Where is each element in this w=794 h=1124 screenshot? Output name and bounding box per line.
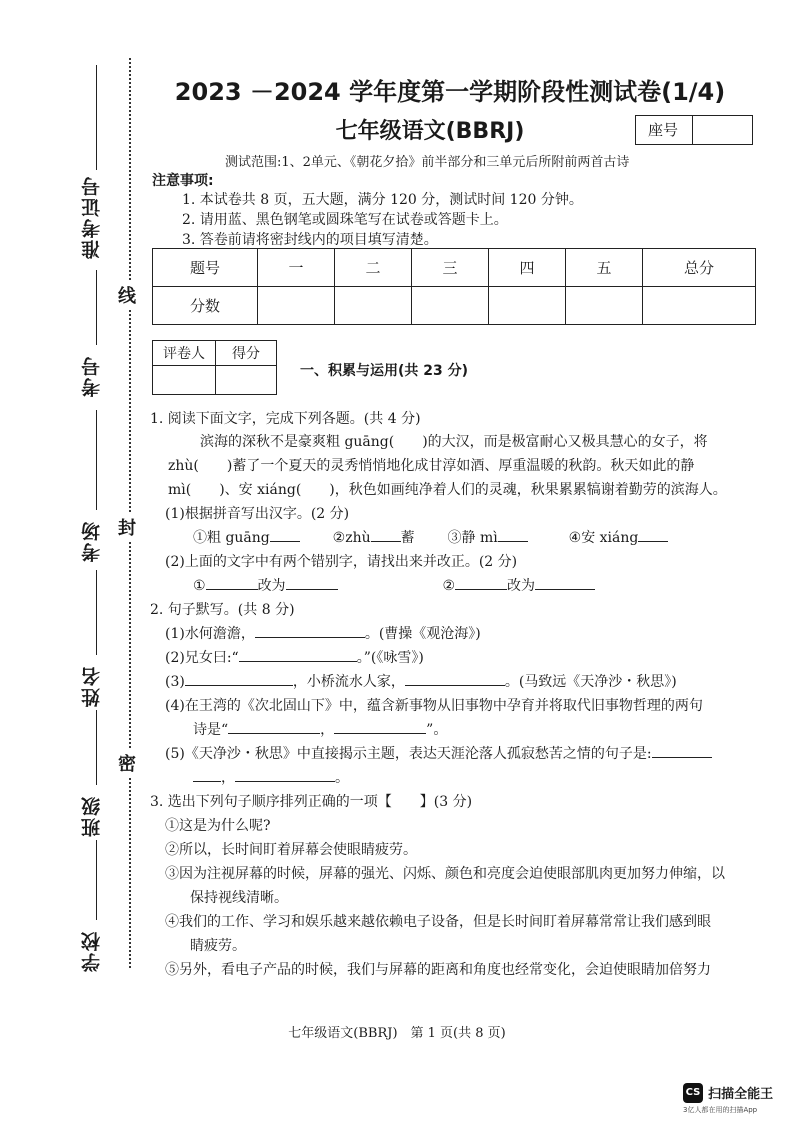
pinyin-item: ②zhù — [332, 530, 371, 546]
camscanner-logo-icon: CS — [683, 1083, 703, 1103]
score-cell[interactable] — [643, 287, 756, 325]
q2-text: ， — [320, 722, 335, 738]
score-cell[interactable] — [335, 287, 412, 325]
q3-item-5: ⑤另外，看电子产品的时候，我们与屏幕的距离和角度也经常变化，会迫使眼睛加倍努力 — [165, 962, 711, 978]
q3-stem: 3. 选出下列句子顺序排列正确的一项【 】(3 分) — [150, 794, 473, 810]
q1-passage-line-2: zhù( )蓄了一个夏天的灵秀悄悄地化成甘淳如酒、厚重温暖的秋韵。秋天如此的静 — [168, 458, 695, 474]
seal-char-seal: 封 — [118, 512, 136, 542]
label-exam-room: 考场 — [81, 520, 103, 562]
q3-item-1: ①这是为什么呢? — [165, 818, 271, 834]
q3-item-4: ④我们的工作、学习和娱乐越来越依赖电子设备，但是长时间盯着屏幕常常让我们感到眼 — [165, 914, 711, 930]
score-cell[interactable] — [412, 287, 489, 325]
score-cell[interactable] — [258, 287, 335, 325]
q2-text: ， — [221, 770, 235, 786]
exam-subtitle: 七年级语文(BBRJ) — [335, 119, 525, 144]
answer-blank[interactable] — [270, 527, 300, 542]
q2-text: (5)《天净沙・秋思》中直接揭示主题，表达天涯沦落人孤寂愁苦之情的句子是: — [165, 746, 652, 762]
q1-sub-1-items — [193, 527, 668, 547]
label-name: 姓名 — [81, 665, 103, 707]
q2-line-2 — [165, 647, 424, 667]
q1-stem: 1. 阅读下面文字，完成下列各题。(共 4 分) — [150, 411, 421, 427]
score-cell[interactable] — [566, 287, 643, 325]
change-label: 改为 — [507, 578, 536, 594]
answer-blank[interactable] — [638, 527, 668, 542]
score-header: 题号 — [153, 249, 258, 287]
q2-line-4b — [193, 719, 447, 739]
seat-label: 座号 — [636, 116, 693, 144]
q2-text: (1)水何澹澹， — [165, 626, 255, 642]
score-row-label: 分数 — [153, 287, 258, 325]
pinyin-item: ③静 mì — [447, 530, 498, 546]
q2-text: 诗是“ — [193, 722, 229, 738]
answer-blank[interactable] — [652, 743, 712, 758]
q2-text: (3) — [165, 674, 185, 690]
seat-number-box — [635, 115, 753, 145]
blank-class — [96, 840, 97, 920]
notice-item-2: 2. 请用蓝、黑色钢笔或圆珠笔写在试卷或答题卡上。 — [182, 212, 508, 228]
q1-passage-line-3: mì( )、安 xiáng( )，秋色如画纯净着人们的灵魂，秋果累累犒谢着勤劳的滨海人。 — [168, 482, 727, 498]
q1-passage-line-1: 滨海的深秋不是豪爽粗 guāng( )的大汉，而是极富耐心又极具慧心的女子，将 — [200, 434, 708, 450]
change-label: 改为 — [257, 578, 286, 594]
label-exam-id: 准考证号 — [81, 175, 103, 259]
answer-blank[interactable] — [185, 671, 293, 686]
q2-line-5b — [193, 767, 349, 787]
section-1-title: 一、积累与运用(共 23 分) — [300, 363, 469, 379]
answer-blank[interactable] — [455, 575, 507, 590]
page-footer: 七年级语文(BBRJ) 第 1 页(共 8 页) — [288, 1026, 506, 1041]
answer-index: ① — [193, 578, 206, 594]
score-header: 一 — [258, 249, 335, 287]
score-cell[interactable] — [489, 287, 566, 325]
label-class: 班级 — [81, 795, 103, 837]
answer-blank[interactable] — [255, 623, 365, 638]
answer-blank[interactable] — [228, 719, 320, 734]
test-scope: 测试范围:1、2单元、《朝花夕拾》前半部分和三单元后所附前两首古诗 — [225, 155, 630, 170]
blank-exam-room — [96, 570, 97, 655]
blank-exam-id-2 — [96, 270, 97, 345]
scanner-watermark — [683, 1082, 773, 1115]
answer-blank[interactable] — [535, 575, 595, 590]
seal-char-secret: 密 — [118, 748, 136, 778]
notice-heading: 注意事项: — [152, 173, 214, 189]
watermark-name: 扫描全能王 — [708, 1087, 774, 1102]
answer-blank[interactable] — [235, 767, 335, 782]
q1-sub-1: (1)根据拼音写出汉字。(2 分) — [165, 506, 350, 522]
q1-sub-2-answers — [193, 575, 595, 595]
answer-blank[interactable] — [206, 575, 258, 590]
q2-text: ，小桥流水人家， — [292, 674, 405, 690]
grade-label: 得分 — [216, 341, 277, 366]
grader-label: 评卷人 — [153, 341, 216, 366]
blank-exam-number — [96, 410, 97, 510]
label-school: 学校 — [81, 930, 103, 972]
answer-blank[interactable] — [405, 671, 505, 686]
seal-char-line: 线 — [118, 280, 136, 310]
answer-blank[interactable] — [193, 767, 221, 782]
grade-cell[interactable] — [216, 366, 277, 395]
q2-stem: 2. 句子默写。(共 8 分) — [150, 602, 295, 618]
grader-cell[interactable] — [153, 366, 216, 395]
grader-table — [152, 340, 277, 395]
answer-blank[interactable] — [334, 719, 426, 734]
notice-item-1: 1. 本试卷共 8 页，五大题，满分 120 分，测试时间 120 分钟。 — [182, 192, 583, 208]
score-header: 三 — [412, 249, 489, 287]
q3-item-3-cont: 保持视线清晰。 — [190, 890, 288, 906]
q2-line-5a — [165, 743, 712, 763]
answer-blank[interactable] — [371, 527, 401, 542]
score-header: 总分 — [643, 249, 756, 287]
q2-text: (2)兄女曰:“ — [165, 650, 239, 666]
score-header: 五 — [566, 249, 643, 287]
q2-line-3 — [165, 671, 677, 691]
pinyin-item-suffix: 蓄 — [400, 530, 415, 546]
notice-item-3: 3. 答卷前请将密封线内的项目填写清楚。 — [182, 232, 438, 248]
watermark-tagline: 3亿人都在用的扫描App — [683, 1105, 758, 1114]
q2-text: 。(曹操《观沧海》) — [364, 626, 481, 642]
score-header: 二 — [335, 249, 412, 287]
q2-text: 。(马致远《天净沙・秋思》) — [504, 674, 677, 690]
q2-line-1 — [165, 623, 481, 643]
q2-text: 。”(《咏雪》) — [356, 650, 424, 666]
q2-line-4a: (4)在王湾的《次北固山下》中，蕴含新事物从旧事物中孕育并将取代旧事物哲理的两句 — [165, 698, 703, 714]
q3-item-2: ②所以，长时间盯着屏幕会使眼睛疲劳。 — [165, 842, 417, 858]
score-table — [152, 248, 756, 325]
pinyin-item: ①粗 guāng — [193, 530, 270, 546]
answer-blank[interactable] — [286, 575, 338, 590]
answer-blank[interactable] — [239, 647, 357, 662]
answer-blank[interactable] — [498, 527, 528, 542]
q1-sub-2: (2)上面的文字中有两个错别字，请找出来并改正。(2 分) — [165, 554, 518, 570]
blank-exam-id — [96, 65, 97, 170]
blank-name — [96, 710, 97, 785]
q2-text: ”。 — [426, 722, 448, 738]
score-header: 四 — [489, 249, 566, 287]
q3-item-4-cont: 睛疲劳。 — [190, 938, 246, 954]
pinyin-item: ④安 xiáng — [568, 530, 639, 546]
answer-index: ② — [442, 578, 456, 594]
label-exam-number: 考号 — [81, 355, 103, 397]
q2-text: 。 — [335, 770, 349, 786]
q3-item-3: ③因为注视屏幕的时候，屏幕的强光、闪烁、颜色和亮度会迫使眼部肌肉更加努力伸缩，以 — [165, 866, 725, 882]
exam-title: 2023 －2024 学年度第一学期阶段性测试卷(1/4) — [174, 78, 726, 106]
